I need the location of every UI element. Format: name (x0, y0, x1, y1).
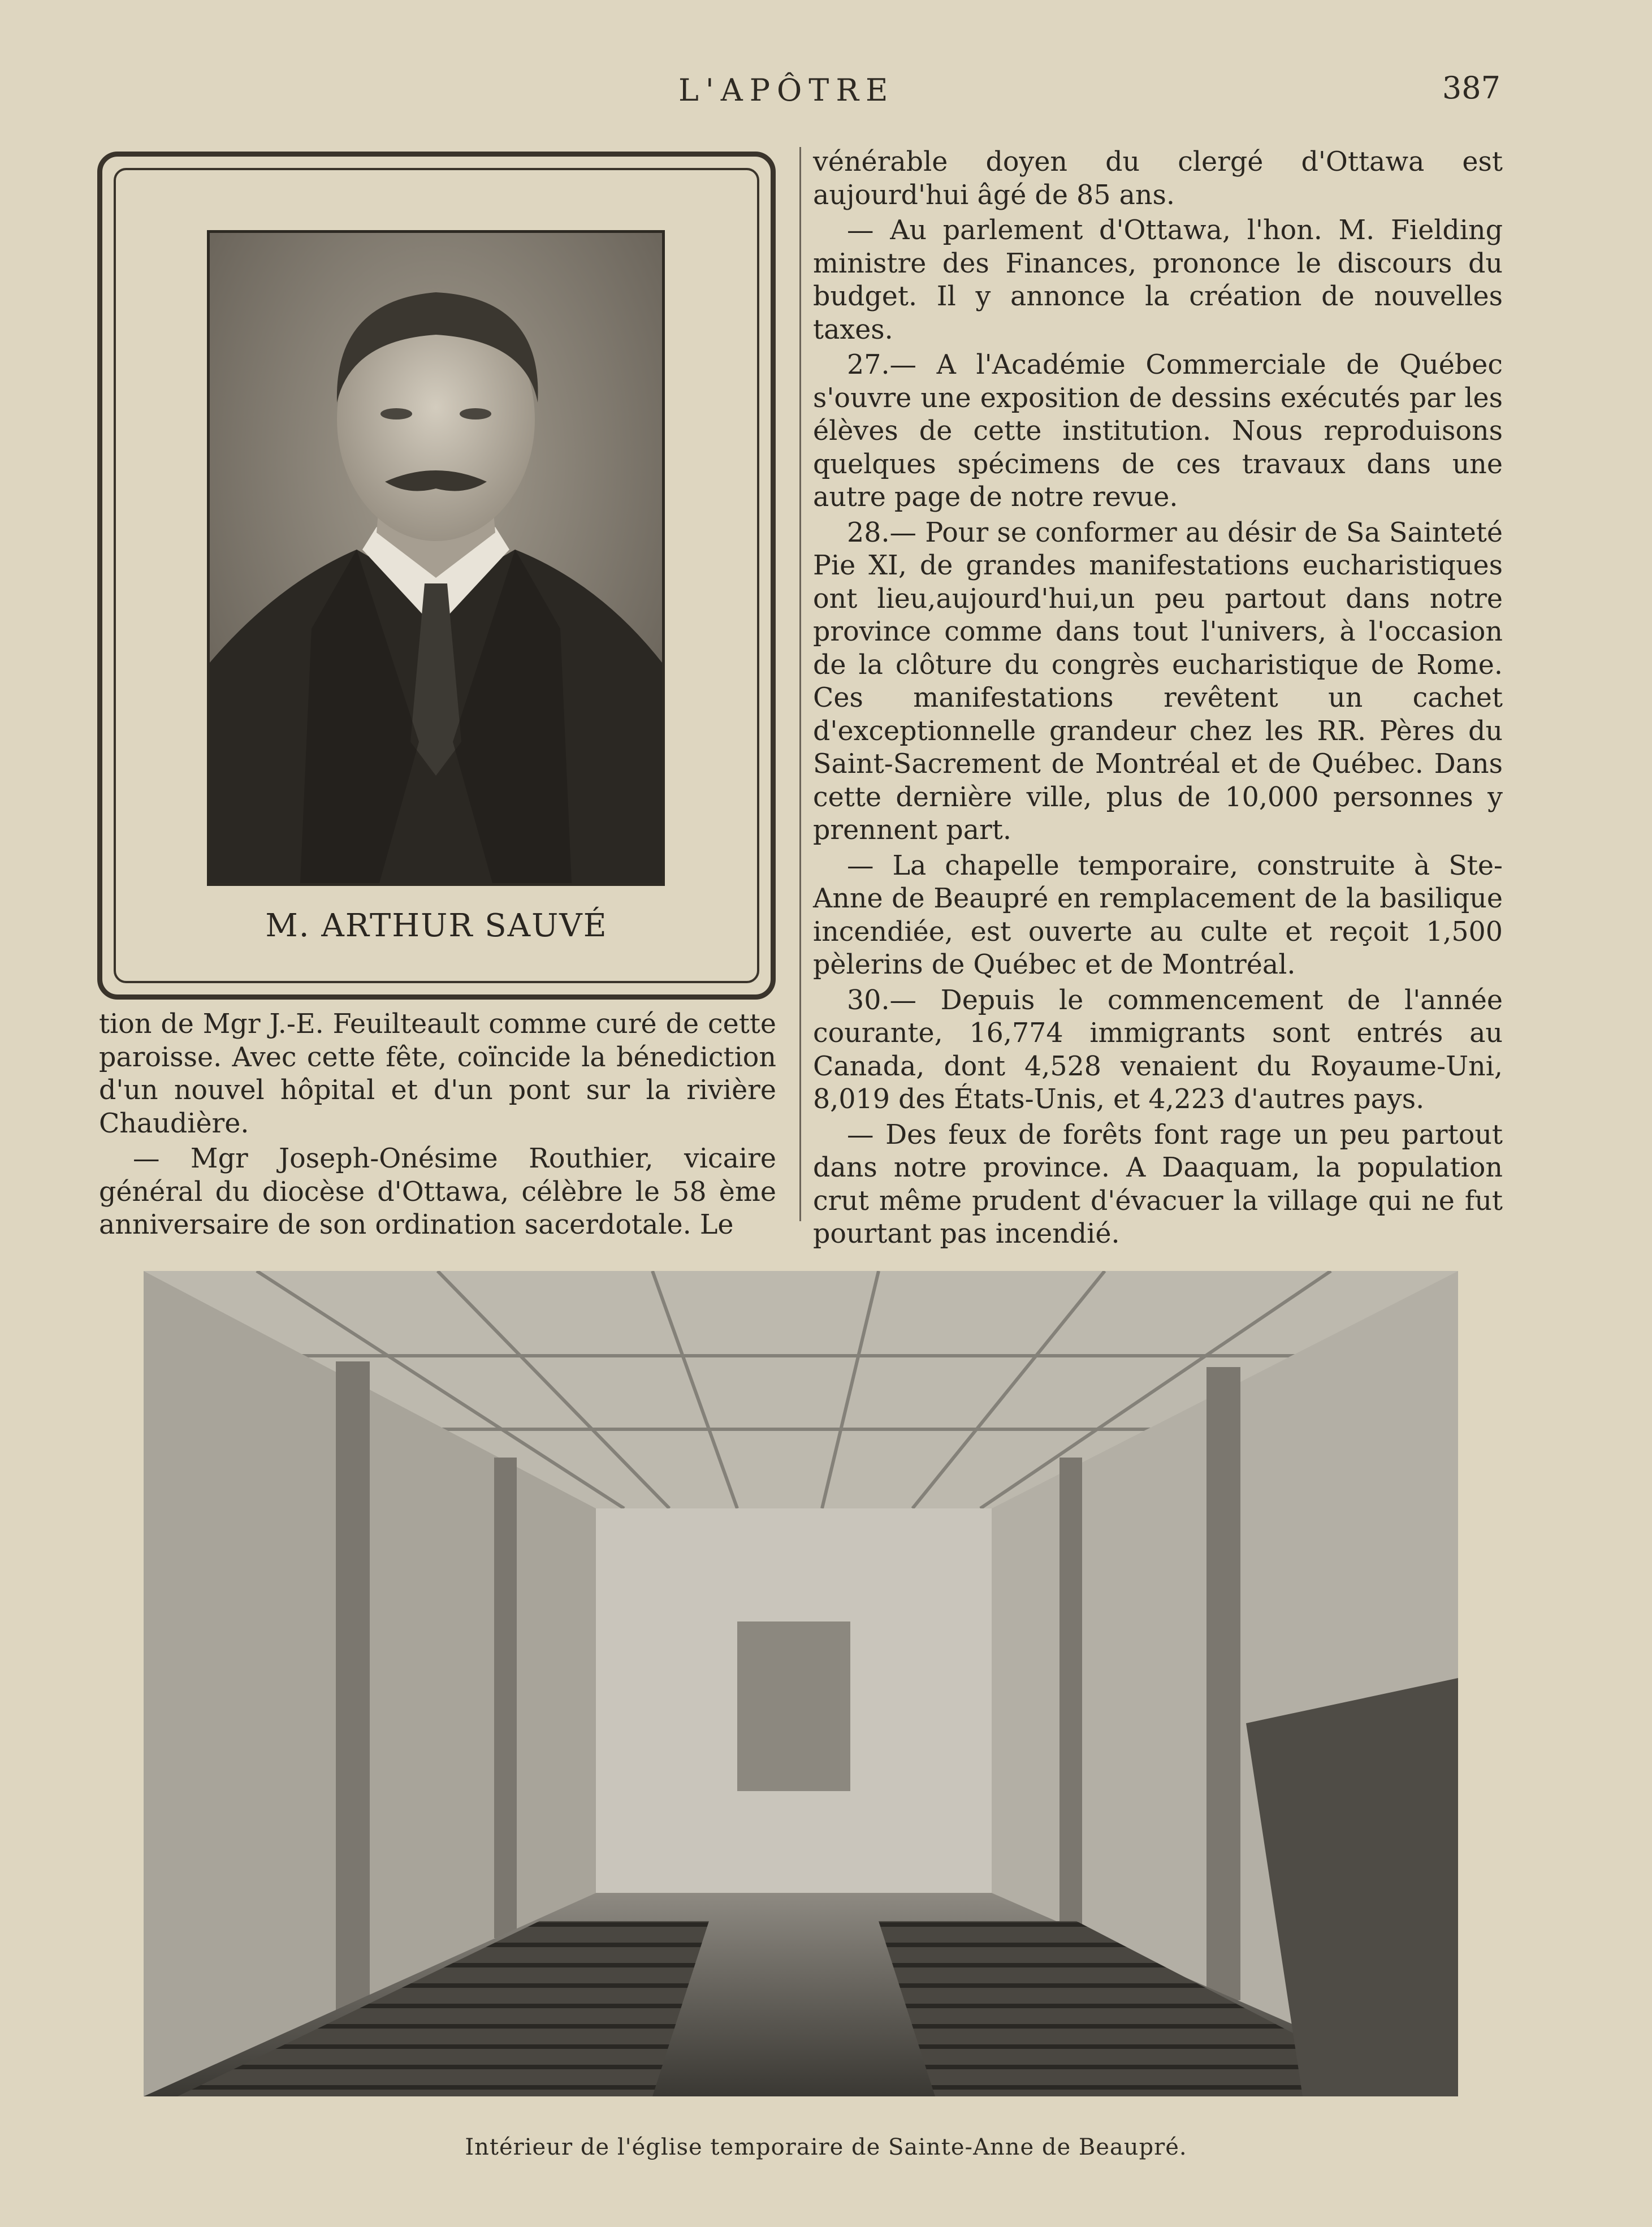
paragraph: 28.— Pour se conformer au désir de Sa Sainteté Pie XI, de grandes manifestations eucharistiques ont lieu,aujourd'hui,un peu partout dans notre province comme dans tout l'univers, à l'occasion de la clôture du congrès eucharistique de Rome. Ces manifestations revêtent un cachet d'exceptionnelle grandeur chez les RR. Pères du Saint-Sacrement de Montréal et de Québec. Dans cette dernière ville, plus de 10,000 personnes y prennent part. (813, 517, 1503, 846)
page-number: 387 (1442, 70, 1500, 106)
church-interior-drawing (144, 1271, 1458, 2096)
portrait-photo (207, 230, 665, 886)
right-column-text (813, 146, 1503, 1253)
paragraph: tion de Mgr J.-E. Feuilteault comme curé de cette paroisse. Avec cette fête, coïncide la bénediction d'un nouvel hôpital et d'un pont sur la rivière Chaudière. (99, 1009, 776, 1139)
running-title: L'APÔTRE (678, 72, 895, 108)
paragraph: — Au parlement d'Ottawa, l'hon. M. Fielding ministre des Finances, prononce le discours du budget. Il y annonce la création de nouvelles taxes. (813, 215, 1503, 345)
paragraph: — Mgr Joseph-Onésime Routhier, vicaire général du diocèse d'Ottawa, célèbre le 58 ème anniversaire de son ordination sacerdotale. Le (99, 1143, 776, 1240)
photo-caption: Intérieur de l'église temporaire de Sainte-Anne de Beaupré. (465, 2134, 1187, 2160)
portrait-photo-drawing (210, 233, 662, 883)
church-interior-photo (144, 1271, 1458, 2096)
paragraph: — La chapelle temporaire, construite à Ste-Anne de Beaupré en remplacement de la basilique incendiée, est ouverte au culte et reçoit 1,500 pèlerins de Québec et de Montréal. (813, 850, 1503, 980)
portrait-frame (97, 152, 776, 1000)
left-column-text (99, 1008, 776, 1244)
paragraph: 30.— Depuis le commencement de l'année courante, 16,774 immigrants sont entrés au Canada, dont 4,528 venaient du Royaume-Uni, 8,019 des États-Unis, et 4,223 d'autres pays. (813, 984, 1503, 1115)
portrait-caption: M. ARTHUR SAUVÉ (265, 907, 608, 944)
paragraph: vénérable doyen du clergé d'Ottawa est aujourd'hui âgé de 85 ans. (813, 146, 1503, 211)
column-divider (799, 147, 801, 1221)
paragraph: 27.— A l'Académie Commerciale de Québec s'ouvre une exposition de dessins exécutés par les élèves de cette institution. Nous reproduisons quelques spécimens de ces travaux dans une autre page de notre revue. (813, 349, 1503, 513)
paragraph: — Des feux de forêts font rage un peu partout dans notre province. A Daaquam, la population crut même prudent d'évacuer la village qui ne fut pourtant pas incendié. (813, 1119, 1503, 1249)
